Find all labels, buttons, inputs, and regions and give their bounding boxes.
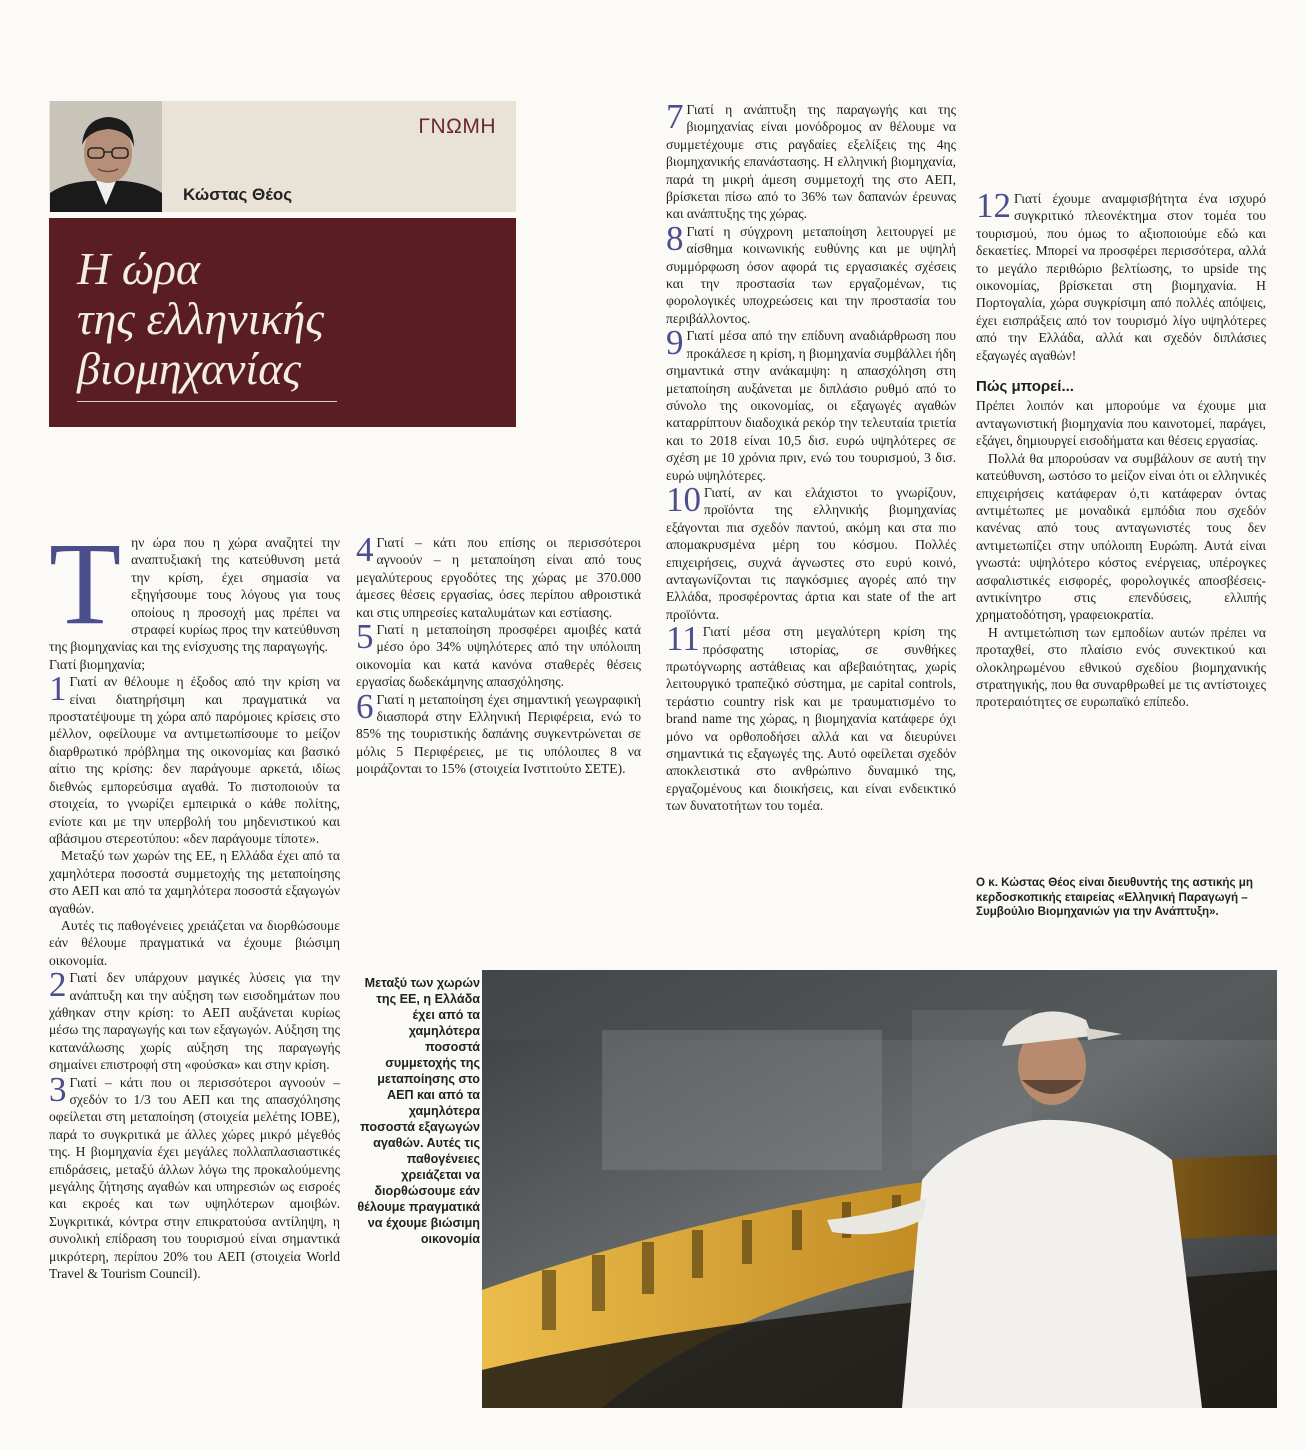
point-number: 12 bbox=[976, 186, 1011, 225]
factory-photo bbox=[482, 970, 1277, 1408]
body-paragraph: Πολλά θα μπορούσαν να συμβάλουν σε αυτή την κατεύθυνση, ωστόσο το μείζον είναι ότι οι ελληνικές επιχειρήσεις κατάφεραν ό,τι κατάφεραν όντας αντιμέτωπες με μοναδικά εμπόδια που σχεδόν κανένας από τους ανταγωνιστές τους δεν αντιμετωπίζει στην υπόλοιπη Ευρώπη. Αυτά είναι γνωστά: υψηλότερο κόστος ενέργειας, υπέρογκες ασφαλιστικές εισφορές, φορολογικές αποσβέσεις-αντικίνητρο στις επενδύσεις, ελλιπής χρηματοδότηση, γραφειοκρατία. bbox=[976, 450, 1266, 623]
author-bio: Ο κ. Κώστας Θέος είναι διευθυντής της αστικής μη κερδοσκοπικής εταιρείας «Ελληνική Παραγωγή – Συμβούλιο Βιομηχανιών για την Ανάπτυξη». bbox=[976, 876, 1253, 918]
section-label: ΓΝΩΜΗ bbox=[418, 115, 496, 138]
point-6: 6 Γιατί η μεταποίηση έχει σημαντική γεωγραφική διασπορά στην Ελληνική Περιφέρεια, ενώ το 85% της τουριστικής δαπάνης συγκεντρώνεται σε μόλις 5 Περιφέρειες, με τις υπόλοιπες 8 να μοιράζονται το 15% (στοιχεία Ινστιτούτο ΣΕΤΕ). bbox=[356, 686, 641, 777]
point-5: 5 Γιατί η μεταποίηση προσφέρει αμοιβές κατά μέσο όρο 34% υψηλότερες από την υπόλοιπη οικονομία και κατά κανόνα σταθερές θέσεις εργασίας δωδεκάμηνης απασχόλησης. bbox=[356, 617, 641, 690]
column-1 bbox=[49, 518, 340, 1408]
point-12: 12 Γιατί έχουμε αναμφισβήτητα ένα ισχυρό συγκριτικό πλεονέκτημα στον τομέα του τουρισμού, που όμως το αξιοποιούμε εδώ και δεκαετίες. Μπορεί να προσφέρει περισσότερα, αλλά το μεγάλο περιθώριο βελτίωσης, το upside της οικονομίας, βρίσκεται στη βιομηχανία. Η Πορτογαλία, χώρα συγκρίσιμη από πολλές απόψεις, έχει εισπράξεις από τον τουρισμό λίγο υψηλότερες από την Ελλάδα, αλλά και σχεδόν διπλάσιες εξαγωγές αγαθών! bbox=[976, 186, 1266, 363]
column-4 bbox=[976, 186, 1266, 870]
body-paragraph: Η αντιμετώπιση των εμποδίων αυτών πρέπει να προταχθεί, στο πλαίσιο ενός συνεκτικού και ολοκληρωμένου εθνικού σχεδίου βιομηχανικής στρατηγικής, που θα συναρθρωθεί με τις αντίστοιχες προτεραιότητες σε ευρωπαϊκό επίπεδο. bbox=[976, 624, 1266, 710]
point-4: 4 Γιατί – κάτι που επίσης οι περισσότεροι αγνοούν – η μεταποίηση είναι από τους μεγαλύτερους εργοδότες της χώρας με 370.000 άμεσες θέσεις εργασίας, όσες περίπου αθροιστικά και στις υπηρεσίες καταλυμάτων και εστίασης. bbox=[356, 530, 641, 620]
intro-lead: ην ώρα που η χώρα αναζητεί την αναπτυξιακή της κατεύθυνση μετά την κρίση, έχει σημασία να εξηγήσουμε τους λόγους για τους οποίους η προσοχή μας πρέπει να στραφεί κυρίως προς την κατεύθυνση της βιομηχανίας και της ενίσχυσης της παραγωγής. bbox=[49, 535, 340, 655]
author-portrait bbox=[50, 101, 162, 212]
title-underline bbox=[77, 401, 337, 402]
point-2: 2 Γιατί δεν υπάρχουν μαγικές λύσεις για την ανάπτυξη και την αύξηση των εισοδημάτων που χάθηκαν στην κρίση: το ΑΕΠ αυξάνεται κυρίως μέσω της παραγωγής και των εξαγωγών. Αύξηση της κατανάλωσης χωρίς αύξηση της παραγωγής σημαίνει επιστροφή στη «φούσκα» και στην κρίση. bbox=[49, 965, 340, 1073]
title-line: Η ώρα bbox=[77, 243, 201, 294]
column-2 bbox=[356, 530, 641, 934]
point-number: 2 bbox=[49, 965, 67, 1005]
point-10: 10 Γιατί, αν και ελάχιστοι το γνωρίζουν, προϊόντα της ελληνικής βιομηχανίας εξάγονται πια σχεδόν παντού, ακόμη και στα πιο απομακρυσμένα μέρη του κόσμου. Πολλές επιχειρήσεις, συχνά άγνωστες στο ευρύ κοινό, ανταγωνίζονται τις παγκόσμιες αγορές από την Ελλάδα, προσφέροντας άρτια και state of the art προϊόντα. bbox=[666, 479, 956, 622]
point-number: 10 bbox=[666, 479, 701, 519]
point-11: 11 Γιατί μέσα στη μεγαλύτερη κρίση της πρόσφατης ιστορίας, σε συνθήκες πρωτόγνωρης αστάθειας και αβεβαιότητας, χωρίς λειτουργικό τραπεζικό σύστημα, με capital controls, τεράστιο country risk και με τραυματισμένο το brand name της χώρας, η βιομηχανία κατάφερε όχι μόνο να ορθοποδήσει αλλά και να διευρύνει σημαντικά τις εξαγωγές της. Αυτό οφείλεται σχεδόν αποκλειστικά στο ανθρώπινο δυναμικό της, εργαζομένους και διοικήσεις, και είναι ενδεικτικό των δυνατοτήτων του τομέα. bbox=[666, 619, 956, 814]
column-3 bbox=[666, 97, 956, 934]
point-number: 7 bbox=[666, 97, 684, 136]
point-9: 9 Γιατί μέσα από την επίδυνη αναδιάρθρωση που προκάλεσε η κρίση, η βιομηχανία συμβάλλει ήδη σημαντικά στην ανάκαμψη: η απασχόληση στη μεταποίηση αυξάνεται με διπλάσιο ρυθμό από το σύνολο της οικονομίας, οι εξαγωγές αγαθών καταρρίπτουν διαδοχικά ρεκόρ την τελευταία τριετία και το 2018 είναι 10,5 δισ. ευρώ υψηλότερες σε σχέση με 10 χρόνια πριν, ενώ του τουρισμού, 3 δισ. ευρώ υψηλότερες. bbox=[666, 323, 956, 483]
point-7: 7 Γιατί η ανάπτυξη της παραγωγής και της βιομηχανίας είναι μονόδρομος αν θέλουμε να συμμετέχουμε στις ραγδαίες εξελίξεις της 4ης βιομηχανικής επανάστασης. Η ελληνική βιομηχανία, παρά τη μικρή άμεση συμμετοχή της στο ΑΕΠ, βρίσκεται πίσω από το 36% των δαπανών έρευνας και ανάπτυξης της χώρας. bbox=[666, 97, 956, 222]
point-number: 4 bbox=[356, 530, 374, 569]
subheading: Πώς μπορεί... bbox=[976, 378, 1074, 396]
point-number: 11 bbox=[666, 619, 700, 659]
title-box bbox=[49, 218, 516, 427]
body-paragraph: Πρέπει λοιπόν και μπορούμε να έχουμε μια ανταγωνιστική βιομηχανία που καινοτομεί, παράγει, εξάγει, δημιουργεί εισοδήματα και θέσεις εργασίας. bbox=[976, 398, 1266, 449]
drop-cap: Τ bbox=[49, 518, 122, 649]
author-name: Κώστας Θέος bbox=[183, 185, 293, 204]
point-number: 1 bbox=[49, 669, 67, 709]
body-paragraph: Αυτές τις παθογένειες χρειάζεται να διορθώσουμε εάν θέλουμε πραγματικά να έχουμε βιώσιμη οικονομία. bbox=[49, 917, 340, 968]
intro-question: Γιατί βιομηχανία; bbox=[49, 656, 146, 672]
point-3: 3 Γιατί – κάτι που οι περισσότεροι αγνοούν – σχεδόν το 1/3 του ΑΕΠ και της απασχόλησης οφείλεται στη μεταποίηση (στοιχεία μελέτης ΙΟΒΕ), παρά το συγκριτικά με άλλες χώρες μικρό μέγεθός της. Η βιομηχανία έχει μεγάλες πολλαπλασιαστικές επιδράσεις, μεταξύ άλλων λόγω της προκαλούμενης μεγάλης ζήτησης αγαθών και υπηρεσιών ως εισροές και εκροές και των υψηλότερων αμοιβών. Συγκριτικά, κόντρα στην επικρατούσα αντίληψη, η συνολική επίδραση του τουρισμού είναι σημαντικά μικρότερη, περίπου 20% του ΑΕΠ (στοιχεία World Travel & Tourism Council). bbox=[49, 1069, 340, 1282]
point-number: 6 bbox=[356, 686, 374, 726]
pull-quote: Μεταξύ των χωρών της ΕΕ, η Ελλάδα έχει από τα χαμηλότερα ποσοστά συμμετοχής της μεταποίησης στο ΑΕΠ και από τα χαμηλότερα ποσοστά εξαγωγών αγαθών. Αυτές τις παθογένειες χρειάζεται να διορθώσουμε εάν θέλουμε πραγματικά να έχουμε βιώσιμη οικονομία bbox=[357, 976, 480, 1246]
point-number: 9 bbox=[666, 323, 684, 363]
point-8: 8 Γιατί η σύγχρονη μεταποίηση λειτουργεί με αίσθημα κοινωνικής ευθύνης και με υψηλή συμμόρφωση όσον αφορά τις εργασιακές σχέσεις και την προστασία των εργαζομένων, τις φορολογικές υποχρεώσεις και την προστασία του περιβάλλοντος. bbox=[666, 218, 956, 326]
title-line: της ελληνικής bbox=[77, 293, 325, 344]
title-line: βιομηχανίας bbox=[77, 343, 302, 394]
point-number: 3 bbox=[49, 1069, 67, 1109]
point-number: 8 bbox=[666, 218, 684, 258]
point-1: 1 Γιατί αν θέλουμε η έξοδος από την κρίση να είναι διατηρήσιμη και πραγματικά να προστατέψουμε τη χώρα από παρόμοιες κρίσεις στο μέλλον, οφείλουμε να αντιμετωπίσουμε το μείζον διαρθρωτικό πρόβλημα της οικονομίας και βασικό αίτιο της κρίσης: δεν παράγουμε αρκετά, ιδίως διεθνώς εμπορεύσιμα αγαθά. Το πιστοποιούν τα στοιχεία, το γνωρίζει εμπειρικά ο κάθε πολίτης, ενίοτε και με την υπερβολή του μηδενιστικού και αβάσιμου στερεοτύπου: «δεν παράγουμε τίποτε». bbox=[49, 669, 340, 846]
article-title bbox=[77, 244, 324, 394]
body-paragraph: Μεταξύ των χωρών της ΕΕ, η Ελλάδα έχει από τα χαμηλότερα ποσοστά συμμετοχής της μεταποίησης στο ΑΕΠ και από τα χαμηλότερα ποσοστά εξαγωγών αγαθών. bbox=[49, 848, 340, 916]
point-number: 5 bbox=[356, 617, 374, 657]
